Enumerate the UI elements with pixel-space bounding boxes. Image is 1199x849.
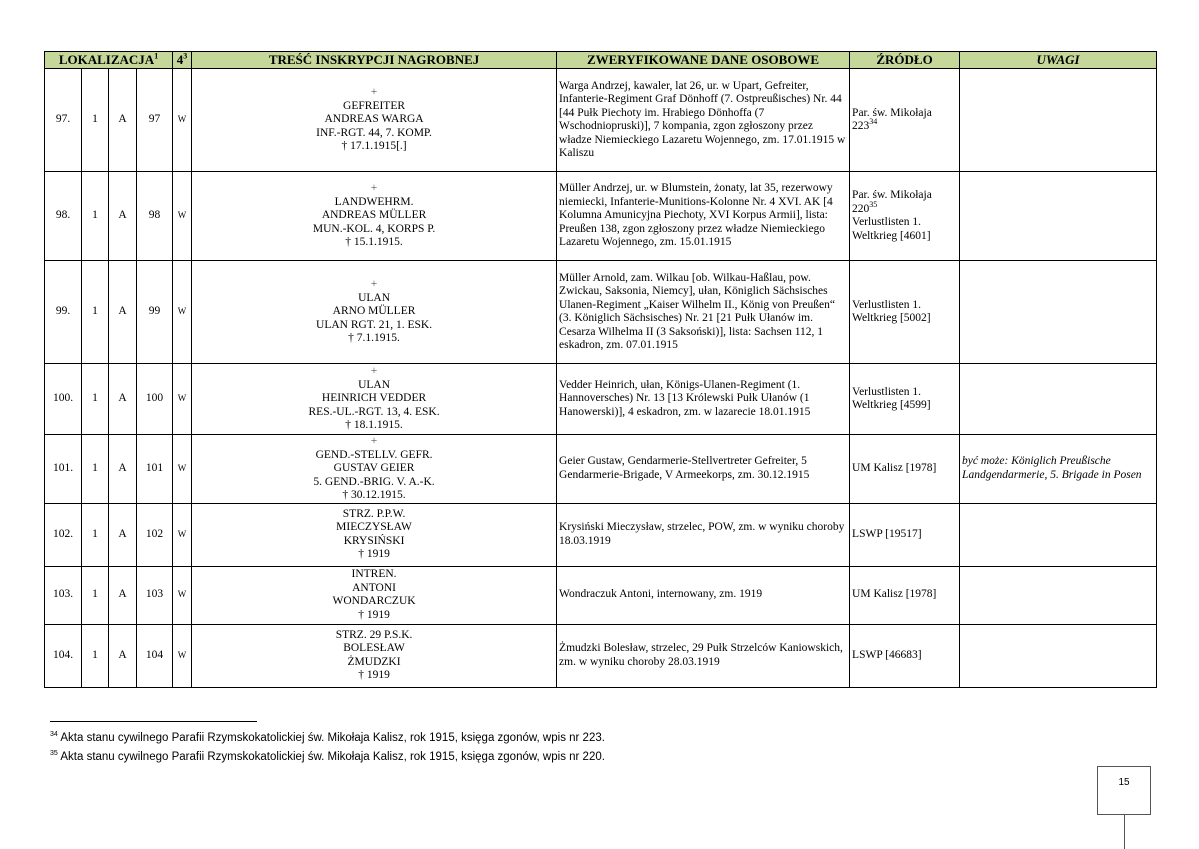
- inscription-line: +: [370, 435, 378, 447]
- source: [850, 624, 960, 687]
- inscription-line: BOLESŁAW: [343, 642, 405, 654]
- location-row: A: [109, 435, 137, 504]
- inscription-line: ARNO MÜLLER: [332, 305, 416, 318]
- location-grave: 102: [137, 503, 173, 566]
- inscription-line: STRZ. P.P.W.: [342, 507, 406, 520]
- inscription-line: HEINRICH VEDDER: [321, 392, 427, 405]
- source: [850, 364, 960, 435]
- burial-records-table: [44, 51, 1157, 688]
- location-grave: 98: [137, 172, 173, 261]
- inscription: [192, 624, 557, 687]
- source-line: Weltkrieg [4601]: [852, 229, 931, 242]
- table-row: [45, 566, 1157, 624]
- header-zrodlo: ŹRÓDŁO: [850, 52, 960, 69]
- header-col4: $4^3$: [173, 52, 192, 69]
- header-row: [45, 52, 1157, 69]
- location-row: A: [109, 261, 137, 364]
- footnote-ref: 35: [869, 199, 878, 209]
- inscription-line: † 1919: [358, 548, 390, 560]
- source-line: Par. św. Mikołaja: [852, 106, 932, 119]
- header-uwagi: UWAGI: [960, 52, 1157, 69]
- source-line: UM Kalisz [1978]: [852, 462, 937, 474]
- footnote-ref: 34: [869, 117, 878, 127]
- source-line: Par. św. Mikołaja: [852, 189, 932, 201]
- inscription-line: GUSTAV GEIER: [333, 462, 415, 474]
- inscription-line: † 1919: [358, 669, 390, 681]
- inscription-line: +: [370, 278, 378, 291]
- inscription-line: † 18.1.1915.: [345, 419, 403, 432]
- table-row: [45, 624, 1157, 687]
- verified-data: Warga Andrzej, kawaler, lat 26, ur. w Upart, Gefreiter, Infanterie-Regiment Graf Dönhoff (7. Ostpreußisches) Nr. 44 [44 Pułk Piechoty im. Hrabiego Dönhoffa (7 Wschodniopruski)], 7 kompania, zgon zgłoszony przez władze Niemieckiego Lazaretu Wojennego, zm. 17.01.1915 w Kaliszu: [557, 69, 850, 172]
- inscription-line: ANTONI: [352, 581, 396, 594]
- page-number-box: [1097, 766, 1151, 815]
- table-row: [45, 261, 1157, 364]
- verified-data: Wondraczuk Antoni, internowany, zm. 1919: [557, 566, 850, 624]
- footnote-separator: [50, 721, 257, 722]
- verified-data: Krysiński Mieczysław, strzelec, POW, zm. w wyniku choroby 18.03.1919: [557, 503, 850, 566]
- location-sector: 1: [82, 566, 109, 624]
- location-sector: 1: [82, 172, 109, 261]
- inscription-line: ANDREAS MÜLLER: [321, 209, 427, 222]
- location-row: A: [109, 566, 137, 624]
- source: [850, 435, 960, 504]
- source-line: LSWP [46683]: [852, 648, 922, 661]
- inscription-line: 5. GEND.-BRIG. V. A.-K.: [313, 475, 435, 488]
- grave-type: W: [173, 261, 192, 364]
- inscription-line: RES.-UL.-RGT. 13, 4. ESK.: [308, 405, 440, 418]
- inscription-line: +: [370, 182, 378, 195]
- source-line: Verlustlisten 1.: [852, 216, 922, 228]
- location-row: A: [109, 364, 137, 435]
- grave-type: W: [173, 364, 192, 435]
- grave-type: W: [173, 435, 192, 504]
- inscription-line: GEFREITER: [343, 99, 406, 112]
- inscription: [192, 435, 557, 504]
- inscription-line: ANDREAS WARGA: [324, 113, 424, 126]
- location-sector: 1: [82, 261, 109, 364]
- notes: [960, 566, 1157, 624]
- source: [850, 503, 960, 566]
- header-dane: ZWERYFIKOWANE DANE OSOBOWE: [557, 52, 850, 69]
- source: [850, 172, 960, 261]
- row-number: 104.: [45, 624, 82, 687]
- grave-type: W: [173, 566, 192, 624]
- inscription-line: +: [370, 365, 378, 378]
- location-row: A: [109, 172, 137, 261]
- verified-data: Geier Gustaw, Gendarmerie-Stellvertreter Gefreiter, 5 Gendarmerie-Brigade, V Armeekorps, zm. 30.12.1915: [557, 435, 850, 504]
- page-number-line: [1124, 815, 1125, 849]
- inscription-line: † 7.1.1915.: [348, 332, 400, 345]
- page-number: 15: [1118, 777, 1130, 788]
- location-grave: 99: [137, 261, 173, 364]
- source-line: Weltkrieg [4599]: [852, 399, 931, 411]
- verified-data: Müller Andrzej, ur. w Blumstein, żonaty, lat 35, rezerwowy niemiecki, Infanterie-Munitions-Kolonne Nr. 4 XVI. AK [4 Kolumna Amunicyjna Piechoty, XVI Korpus Armii], lista: Preußen 138, zgon zgłoszony przez władze Niemieckiego Lazaretu Wojennego, zm. 15.01.1915: [557, 172, 850, 261]
- inscription-line: ŻMUDZKI: [347, 655, 401, 668]
- verified-data: Müller Arnold, zam. Wilkau [ob. Wilkau-Haßlau, pow. Zwickau, Saksonia, Niemcy], ułan, Königlich Sächsisches Ulanen-Regiment „Kaiser Wilhelm II., König von Preußen“ (3. Königlich Sächsisches) Nr. 21 [21 Pułk Ułanów im. Cesarza Wilhelma II (3 Saksoński)], lista: Sachsen 112, 1 eskadron, zm. 07.01.1915: [557, 261, 850, 364]
- table-row: [45, 503, 1157, 566]
- inscription-line: † 15.1.1915.: [345, 236, 403, 249]
- table-row: [45, 172, 1157, 261]
- inscription: [192, 364, 557, 435]
- inscription-line: KRYSIŃSKI: [343, 534, 405, 547]
- location-sector: 1: [82, 364, 109, 435]
- location-grave: 103: [137, 566, 173, 624]
- row-number: 97.: [45, 69, 82, 172]
- verified-data: Vedder Heinrich, ułan, Königs-Ulanen-Regiment (1. Hannoversches) Nr. 13 [13 Królewski Pułk Ułanów (1 Hanowerski)], 4 eskadron, zm. w lazarecie 18.01.1915: [557, 364, 850, 435]
- notes: [960, 624, 1157, 687]
- row-number: 98.: [45, 172, 82, 261]
- inscription-line: MIECZYSŁAW: [336, 521, 412, 533]
- inscription-line: INF.-RGT. 44, 7. KOMP.: [316, 126, 432, 139]
- inscription-line: ULAN: [358, 291, 391, 304]
- location-grave: 100: [137, 364, 173, 435]
- inscription-line: ULAN: [358, 378, 391, 391]
- row-number: 103.: [45, 566, 82, 624]
- notes: [960, 172, 1157, 261]
- inscription-line: WONDARCZUK: [332, 595, 416, 607]
- footnotes: [50, 727, 605, 765]
- location-sector: 1: [82, 435, 109, 504]
- inscription: [192, 566, 557, 624]
- row-number: 101.: [45, 435, 82, 504]
- location-grave: 101: [137, 435, 173, 504]
- notes: [960, 261, 1157, 364]
- inscription: [192, 172, 557, 261]
- location-sector: 1: [82, 69, 109, 172]
- source: [850, 261, 960, 364]
- source-line: $220^{35}$: [852, 199, 878, 215]
- inscription-line: † 17.1.1915[.]: [341, 140, 407, 153]
- table-row: [45, 435, 1157, 504]
- header-lokalizacja: LOKALIZACJA$^1$: [45, 52, 173, 69]
- footnote: $^{34}$ Akta stanu cywilnego Parafii Rzymskokatolickiej św. Mikołaja Kalisz, rok 1915, księga zgonów, wpis nr 223.: [50, 731, 605, 744]
- source-line: Verlustlisten 1.: [852, 298, 922, 311]
- location-grave: 97: [137, 69, 173, 172]
- inscription: [192, 261, 557, 364]
- source-line: Verlustlisten 1.: [852, 385, 922, 398]
- table-row: [45, 69, 1157, 172]
- header-tresc: TREŚĆ INSKRYPCJI NAGROBNEJ: [192, 52, 557, 69]
- inscription-line: ULAN RGT. 21, 1. ESK.: [316, 318, 433, 331]
- grave-type: W: [173, 69, 192, 172]
- notes: [960, 503, 1157, 566]
- source-line: $223^{34}$: [852, 117, 878, 132]
- notes: być może: Königlich Preußische Landgendarmerie, 5. Brigade in Posen: [960, 435, 1157, 504]
- location-row: A: [109, 503, 137, 566]
- source-line: Weltkrieg [5002]: [852, 312, 931, 324]
- footnote: $^{35}$ Akta stanu cywilnego Parafii Rzymskokatolickiej św. Mikołaja Kalisz, rok 1915, księga zgonów, wpis nr 220.: [50, 749, 605, 763]
- verified-data: Żmudzki Bolesław, strzelec, 29 Pułk Strzelców Kaniowskich, zm. w wyniku choroby 28.03.1919: [557, 624, 850, 687]
- table-row: [45, 364, 1157, 435]
- source: [850, 69, 960, 172]
- row-number: 102.: [45, 503, 82, 566]
- inscription-line: † 30.12.1915.: [342, 489, 406, 501]
- location-sector: 1: [82, 624, 109, 687]
- inscription-line: GEND.-STELLV. GEFR.: [315, 448, 433, 461]
- source-line: UM Kalisz [1978]: [852, 588, 937, 601]
- inscription-line: † 1919: [358, 608, 390, 621]
- inscription-line: MUN.-KOL. 4, KORPS P.: [312, 222, 436, 235]
- inscription: [192, 69, 557, 172]
- inscription: [192, 503, 557, 566]
- grave-type: W: [173, 503, 192, 566]
- inscription-line: +: [370, 86, 378, 99]
- inscription-line: LANDWEHRM.: [334, 195, 414, 208]
- inscription-line: STRZ. 29 P.S.K.: [335, 628, 413, 641]
- location-row: A: [109, 624, 137, 687]
- notes: [960, 364, 1157, 435]
- grave-type: W: [173, 172, 192, 261]
- location-grave: 104: [137, 624, 173, 687]
- location-sector: 1: [82, 503, 109, 566]
- inscription-line: INTREN.: [351, 568, 397, 580]
- source-line: LSWP [19517]: [852, 527, 922, 540]
- source: [850, 566, 960, 624]
- location-row: A: [109, 69, 137, 172]
- notes: [960, 69, 1157, 172]
- row-number: 99.: [45, 261, 82, 364]
- row-number: 100.: [45, 364, 82, 435]
- grave-type: W: [173, 624, 192, 687]
